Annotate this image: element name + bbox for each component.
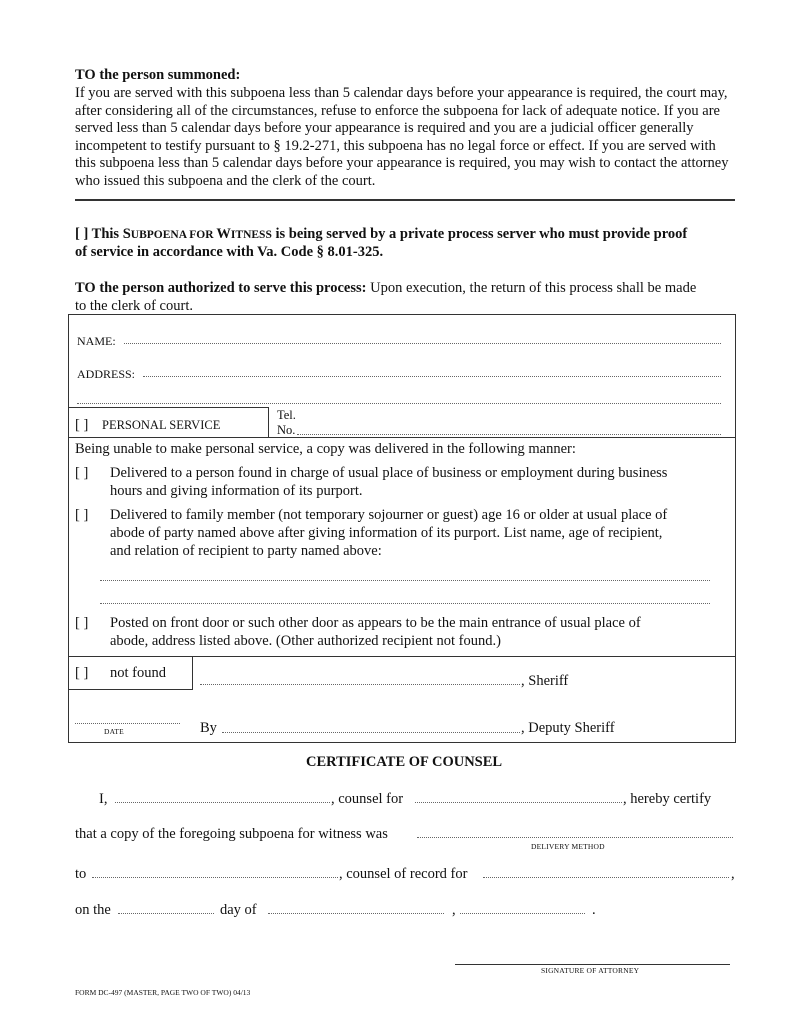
not-found-checkbox[interactable]: [ ] — [75, 665, 89, 681]
comma: , — [452, 902, 456, 918]
option-text: and relation of recipient to party named above: — [110, 543, 382, 559]
signature-label: SIGNATURE OF ATTORNEY — [541, 966, 640, 975]
sheriff-field[interactable] — [200, 684, 520, 685]
recipient-field[interactable] — [100, 580, 710, 581]
counsel-for-field[interactable] — [415, 802, 622, 803]
on-the-label: on the — [75, 902, 111, 918]
deputy-sheriff-field[interactable] — [222, 732, 520, 733]
summoned-line: after considering all of the circumstances, refuse to enforce the subpoena for lack of adequate notice. If you are — [75, 102, 720, 119]
option-family-checkbox[interactable]: [ ] — [75, 507, 89, 523]
option-text: abode, address listed above. (Other authorized recipient not found.) — [110, 633, 501, 649]
comma: , — [731, 866, 735, 882]
counsel-name-field[interactable] — [115, 802, 330, 803]
summoned-line: incompetent to testify pursuant to § 19.2-271, this subpoena has no legal force or effect. If you are served with — [75, 137, 716, 154]
option-business-checkbox[interactable]: [ ] — [75, 465, 89, 481]
copy-text: that a copy of the foregoing subpoena for witness was — [75, 826, 388, 842]
personal-service-label: PERSONAL SERVICE — [102, 418, 221, 432]
address-field-line2[interactable] — [77, 403, 721, 404]
name-field[interactable] — [124, 343, 721, 344]
row-divider — [68, 437, 735, 438]
unable-text: Being unable to make personal service, a copy was delivered in the following manner: — [75, 441, 576, 457]
by-label: By — [200, 720, 217, 736]
summoned-heading: TO the person summoned: — [75, 67, 241, 83]
to-field[interactable] — [92, 877, 338, 878]
option-posted-checkbox[interactable]: [ ] — [75, 615, 89, 631]
to-label: to — [75, 866, 87, 882]
summoned-line: If you are served with this subpoena less than 5 calendar days before your appearance is required, the court may, — [75, 85, 728, 101]
month-field[interactable] — [268, 913, 444, 914]
name-label: NAME: — [77, 334, 116, 348]
counsel-of-record-field[interactable] — [483, 877, 729, 878]
certificate-title: CERTIFICATE OF COUNSEL — [306, 754, 503, 770]
signature-line[interactable] — [455, 964, 730, 965]
authorized-line: TO the person authorized to serve this process: Upon execution, the return of this process shall be made — [75, 280, 697, 296]
delivery-method-field[interactable] — [417, 837, 733, 838]
counsel-for-label: , counsel for — [331, 791, 404, 807]
day-field[interactable] — [118, 913, 214, 914]
not-found-label: not found — [110, 665, 166, 681]
option-text: Delivered to a person found in charge of usual place of business or employment during business — [110, 465, 668, 481]
tel-label: Tel. — [277, 408, 296, 422]
sheriff-label: , Sheriff — [521, 673, 569, 689]
personal-service-checkbox[interactable]: [ ] — [75, 417, 89, 433]
year-field[interactable] — [460, 913, 585, 914]
period: . — [592, 902, 596, 918]
address-label: ADDRESS: — [77, 367, 136, 381]
recipient-field-line2[interactable] — [100, 603, 710, 604]
address-field[interactable] — [143, 376, 721, 377]
delivery-method-label: DELIVERY METHOD — [531, 842, 605, 851]
authorized-line2: to the clerk of court. — [75, 298, 193, 314]
hereby-certify-label: , hereby certify — [623, 791, 712, 807]
option-text: Posted on front door or such other door as appears to be the main entrance of usual place of — [110, 615, 641, 631]
summoned-line: served less than 5 calendar days before your appearance is required and you are a judicial officer generally — [75, 120, 694, 137]
private-service-line: [ ] This SUBPOENA FOR WITNESS is being served by a private process server who must provide proof — [75, 226, 688, 242]
option-text: Delivered to family member (not temporary sojourner or guest) age 16 or older at usual place of — [110, 507, 668, 523]
i-label: I, — [99, 791, 108, 807]
day-of-label: day of — [220, 902, 257, 918]
personal-service-box-side — [268, 407, 269, 437]
section-divider — [75, 199, 735, 201]
tel-field[interactable] — [297, 434, 721, 435]
no-label: No. — [277, 423, 296, 437]
counsel-of-record-label: , counsel of record for — [339, 866, 468, 882]
summoned-line: this subpoena less than 5 calendar days before your appearance is required, you may wish to contact the attorney — [75, 155, 729, 172]
date-field[interactable] — [75, 723, 180, 724]
option-text: hours and giving information of its purport. — [110, 483, 363, 499]
summoned-line: who issued this subpoena and the clerk of the court. — [75, 173, 376, 189]
option-text: abode of party named above after giving information of its purport. List name, age of recipient, — [110, 525, 663, 541]
private-service-checkbox[interactable]: [ ] — [75, 226, 89, 242]
personal-service-box-top — [68, 407, 268, 408]
form-footer: FORM DC-497 (MASTER, PAGE TWO OF TWO) 04/13 — [75, 988, 251, 997]
private-service-line2: of service in accordance with Va. Code § 8.01-325. — [75, 244, 384, 260]
date-label: DATE — [104, 727, 124, 736]
deputy-sheriff-label: , Deputy Sheriff — [521, 720, 615, 736]
